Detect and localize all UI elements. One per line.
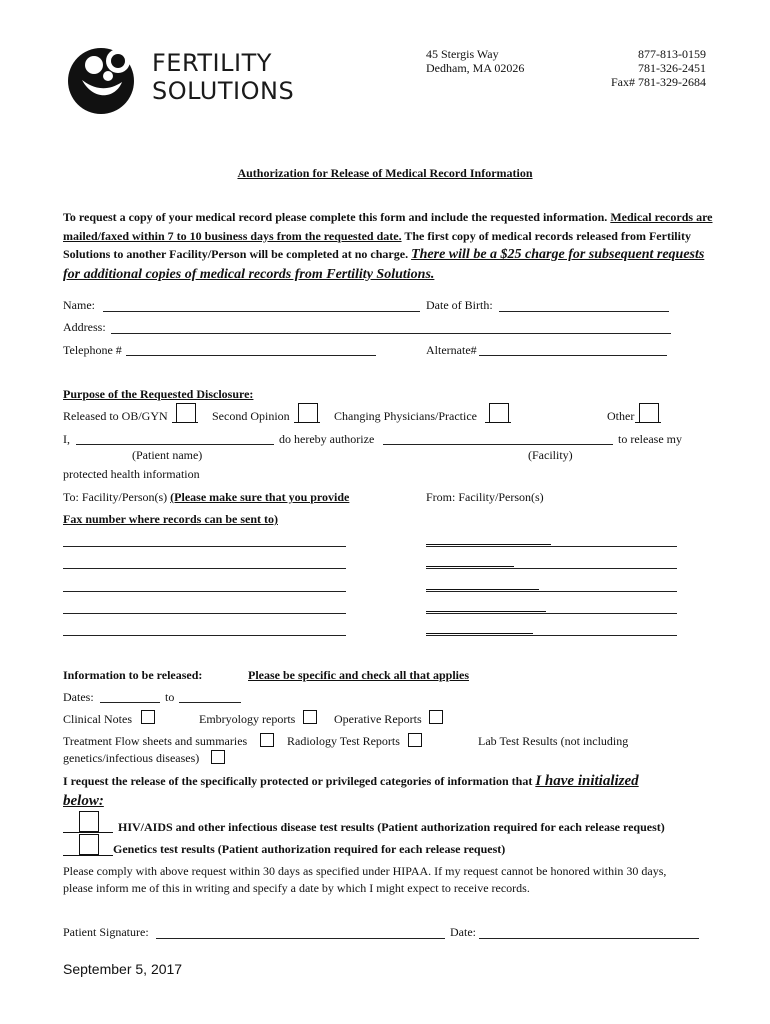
logo-text-line2: SOLUTIONS [152, 77, 295, 105]
privileged-intro: I request the release of the specifically protected or privileged categories of information that [63, 774, 536, 788]
to-facility-note: (Please make sure that you provide [170, 490, 350, 504]
to-facility-line-2[interactable] [63, 568, 346, 569]
from-facility-label: From: Facility/Person(s) [426, 490, 544, 504]
embryology-label: Embryology reports [199, 712, 296, 726]
facility-caption: (Facility) [528, 448, 573, 462]
operative-checkbox[interactable] [429, 710, 443, 724]
signature-field[interactable] [156, 938, 445, 939]
alternate-label: Alternate# [426, 343, 477, 357]
dob-label: Date of Birth: [426, 298, 493, 312]
facility-authorize-field[interactable] [383, 444, 613, 445]
clinical-notes-label: Clinical Notes [63, 712, 132, 726]
address-field[interactable] [111, 333, 671, 334]
dob-field[interactable] [499, 311, 669, 312]
to-facility-label [63, 490, 349, 504]
hiv-initial-line [63, 832, 113, 833]
to-facility-note-line2: Fax number where records can be sent to) [63, 512, 278, 526]
fax-number: Fax# 781-329-2684 [611, 75, 706, 89]
comply-line2: please inform me of this in writing and specify a date by which I might expect to receive records. [63, 881, 530, 895]
release-instruction: Please be specific and check all that applies [248, 668, 469, 682]
name-field[interactable] [103, 311, 420, 312]
name-label: Name: [63, 298, 95, 312]
phone-2: 781-326-2451 [638, 61, 706, 75]
logo-text-line1: FERTILITY [152, 49, 272, 77]
other-checkbox-underline [635, 422, 661, 423]
dates-to-field[interactable] [179, 702, 241, 703]
signature-date-label: Date: [450, 925, 476, 939]
lab-results-label: Lab Test Results (not including [478, 734, 629, 748]
telephone-field[interactable] [126, 355, 376, 356]
logo-mark-icon [64, 44, 144, 114]
treatment-label: Treatment Flow sheets and summaries [63, 734, 248, 748]
intro-part3: The first copy of medical records released from Fertility Solutions to another Facility/Person will be completed at no charge. [63, 228, 691, 261]
signature-date-field[interactable] [479, 938, 699, 939]
dates-from-field[interactable] [100, 702, 160, 703]
intro-part2: Medical records are mailed/faxed within 7 to 10 business days from the requested date. [63, 210, 713, 243]
other-checkbox[interactable] [639, 403, 659, 423]
to-facility-line-5[interactable] [63, 635, 346, 636]
patient-name-caption: (Patient name) [132, 448, 203, 462]
intro-charge-notice: There will be a $25 charge for subsequent requests for additional copies of medical records from Fertility Solutions. [63, 247, 705, 282]
radiology-label: Radiology Test Reports [287, 734, 400, 748]
to-facility-line-3[interactable] [63, 591, 346, 592]
alternate-field[interactable] [479, 355, 667, 356]
address-label: Address: [63, 320, 106, 334]
radiology-checkbox[interactable] [408, 733, 422, 747]
to-facility-line-1[interactable] [63, 546, 346, 547]
from-facility-line-3[interactable] [426, 591, 677, 592]
treatment-checkbox[interactable] [260, 733, 274, 747]
from-facility-line-1[interactable] [426, 546, 677, 547]
signature-label: Patient Signature: [63, 925, 149, 939]
from-facility-line-5-filled [426, 633, 533, 634]
option-second-opinion-label: Second Opinion [212, 409, 290, 423]
from-facility-line-1-filled [426, 544, 551, 545]
release-heading: Information to be released: [63, 668, 203, 682]
embryology-checkbox[interactable] [303, 710, 317, 724]
hiv-label: HIV/AIDS and other infectious disease test results (Patient authorization required for each release request) [118, 820, 665, 834]
to-facility-text: To: Facility/Person(s) [63, 490, 171, 504]
option-ob-gyn-label: Released to OB/GYN [63, 409, 168, 423]
from-facility-line-4-filled [426, 611, 546, 612]
option-changing-label: Changing Physicians/Practice [334, 409, 477, 423]
intro-paragraph [63, 208, 713, 284]
to-facility-line-4[interactable] [63, 613, 346, 614]
purpose-heading: Purpose of the Requested Disclosure: [63, 387, 254, 401]
genetics-initial-line [63, 855, 113, 856]
authorize-i-label: I, [63, 432, 70, 446]
ob-gyn-checkbox-underline [172, 422, 198, 423]
patient-name-authorize-field[interactable] [76, 444, 274, 445]
telephone-label: Telephone # [63, 343, 122, 357]
from-facility-line-3-filled [426, 589, 539, 590]
authorize-mid-label: do hereby authorize [279, 432, 375, 446]
ob-gyn-checkbox[interactable] [176, 403, 196, 423]
below-label: below: [63, 793, 104, 809]
company-logo [64, 44, 144, 114]
changing-physicians-checkbox[interactable] [489, 403, 509, 423]
dates-label: Dates: [63, 690, 94, 704]
operative-label: Operative Reports [334, 712, 422, 726]
lab-results-checkbox[interactable] [211, 750, 225, 764]
genetics-infectious-label: genetics/infectious diseases) [63, 751, 200, 765]
authorize-end-label: to release my [618, 432, 682, 446]
clinical-notes-checkbox[interactable] [141, 710, 155, 724]
from-facility-line-2-filled [426, 566, 514, 567]
phone-1: 877-813-0159 [638, 47, 706, 61]
second-opinion-checkbox-underline [294, 422, 320, 423]
address-line2: Dedham, MA 02026 [426, 61, 525, 75]
dates-to-label: to [165, 690, 175, 704]
privileged-request [63, 774, 713, 788]
privileged-emphasis: I have initialized [535, 773, 639, 789]
from-facility-line-2[interactable] [426, 568, 677, 569]
genetics-label: Genetics test results (Patient authorization required for each release request) [113, 842, 506, 856]
genetics-initial-box[interactable] [79, 834, 99, 855]
option-other-label: Other [607, 409, 635, 423]
phi-label: protected health information [63, 467, 200, 481]
form-title: Authorization for Release of Medical Record Information [237, 166, 533, 180]
from-facility-line-5[interactable] [426, 635, 677, 636]
footer-date: September 5, 2017 [63, 961, 183, 977]
second-opinion-checkbox[interactable] [298, 403, 318, 423]
intro-part1: To request a copy of your medical record please complete this form and include the requested information. [63, 210, 611, 224]
address-line1: 45 Stergis Way [426, 47, 499, 61]
changing-physicians-checkbox-underline [485, 422, 511, 423]
comply-line1: Please comply with above request within 30 days as specified under HIPAA. If my request cannot be honored within 30 days, [63, 864, 667, 878]
from-facility-line-4[interactable] [426, 613, 677, 614]
hiv-initial-box[interactable] [79, 811, 99, 832]
